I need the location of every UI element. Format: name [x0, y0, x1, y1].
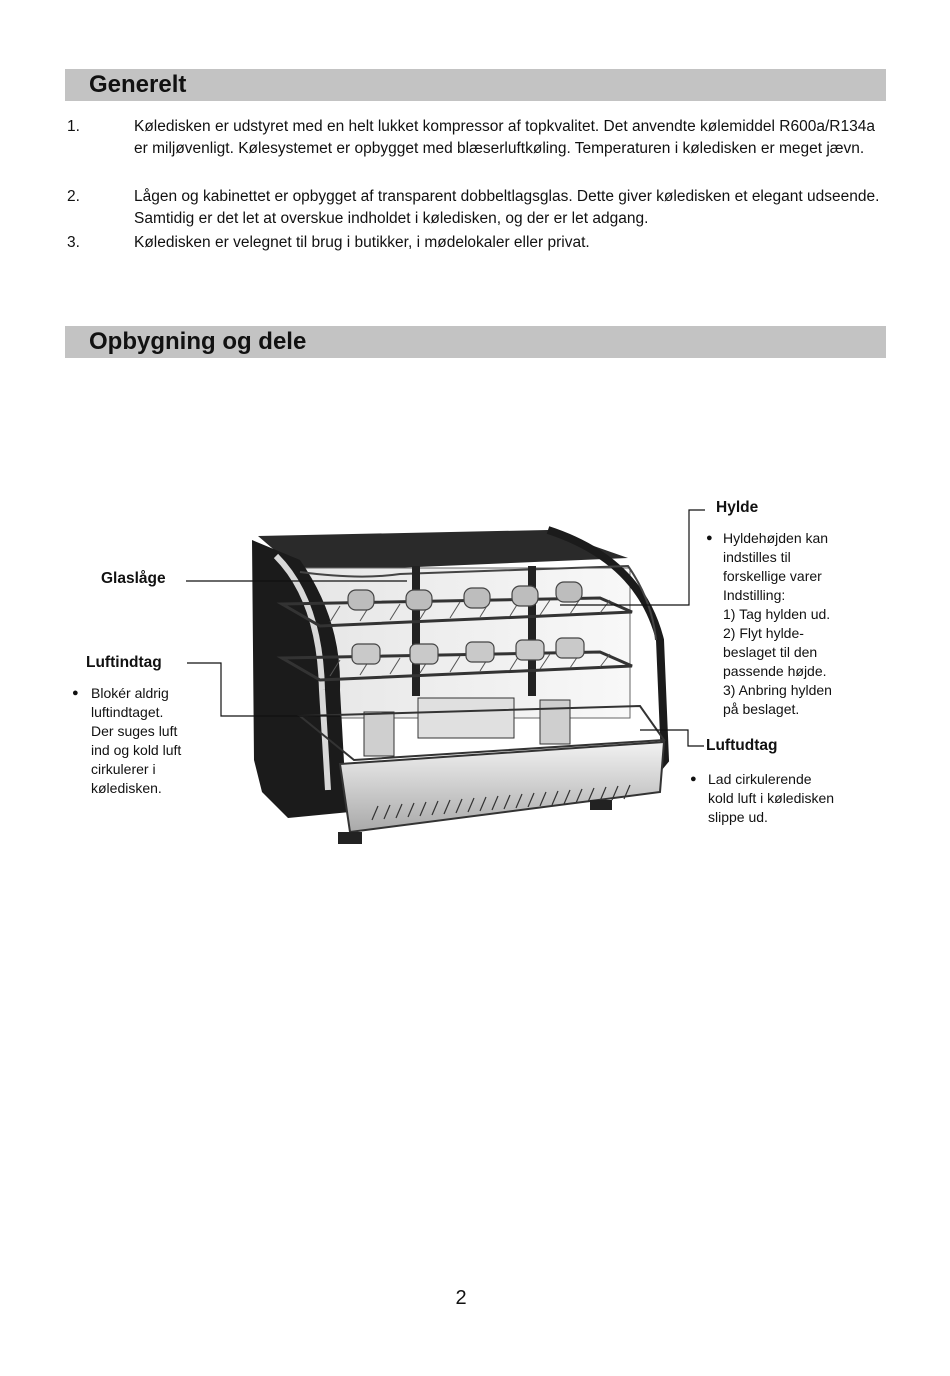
item-text: Lågen og kabinettet er opbygget af transparent dobbeltlagsglas. Dette giver køledisken et elegant udseende. Samtidig er det let at overskue indholdet i køledisken, og der er let adgang. [134, 188, 880, 227]
label-luftindtag: Luftindtag [86, 654, 162, 671]
item-text: Køledisken er udstyret med en helt lukket kompressor af topkvalitet. Det anvendte kølemiddel R600a/R134a er miljøvenligt. Kølesystemet er opbygget med blæserluftkøling. Temperaturen i køledisken er meget jævn. [134, 118, 875, 157]
bullet-icon: ● [690, 773, 697, 785]
bullet-icon: ● [72, 687, 79, 699]
label-glaslaage: Glaslåge [101, 570, 166, 587]
item-number: 2. [67, 188, 80, 205]
note-luftindtag: Blokér aldrig luftindtaget. Der suges luft ind og kold luft cirkulerer i køledisken. [91, 685, 182, 796]
section-title: Generelt [89, 71, 187, 98]
page-number: 2 [455, 1287, 467, 1309]
item-number: 3. [67, 234, 80, 251]
item-number: 1. [67, 118, 80, 135]
note-hylde: Hyldehøjden kan indstilles til forskellige varer Indstilling: 1) Tag hylden ud. 2) Flyt hylde- beslaget til den passende højde. 3) Anbring hylden på beslaget. [723, 530, 832, 717]
item-text: Køledisken er velegnet til brug i butikker, i mødelokaler eller privat. [134, 234, 590, 251]
label-hylde: Hylde [716, 499, 759, 516]
label-luftudtag: Luftudtag [706, 737, 778, 754]
note-luftudtag: Lad cirkulerende kold luft i køledisken slippe ud. [708, 771, 835, 825]
bullet-icon: ● [706, 532, 713, 544]
section-title: Opbygning og dele [89, 328, 307, 355]
